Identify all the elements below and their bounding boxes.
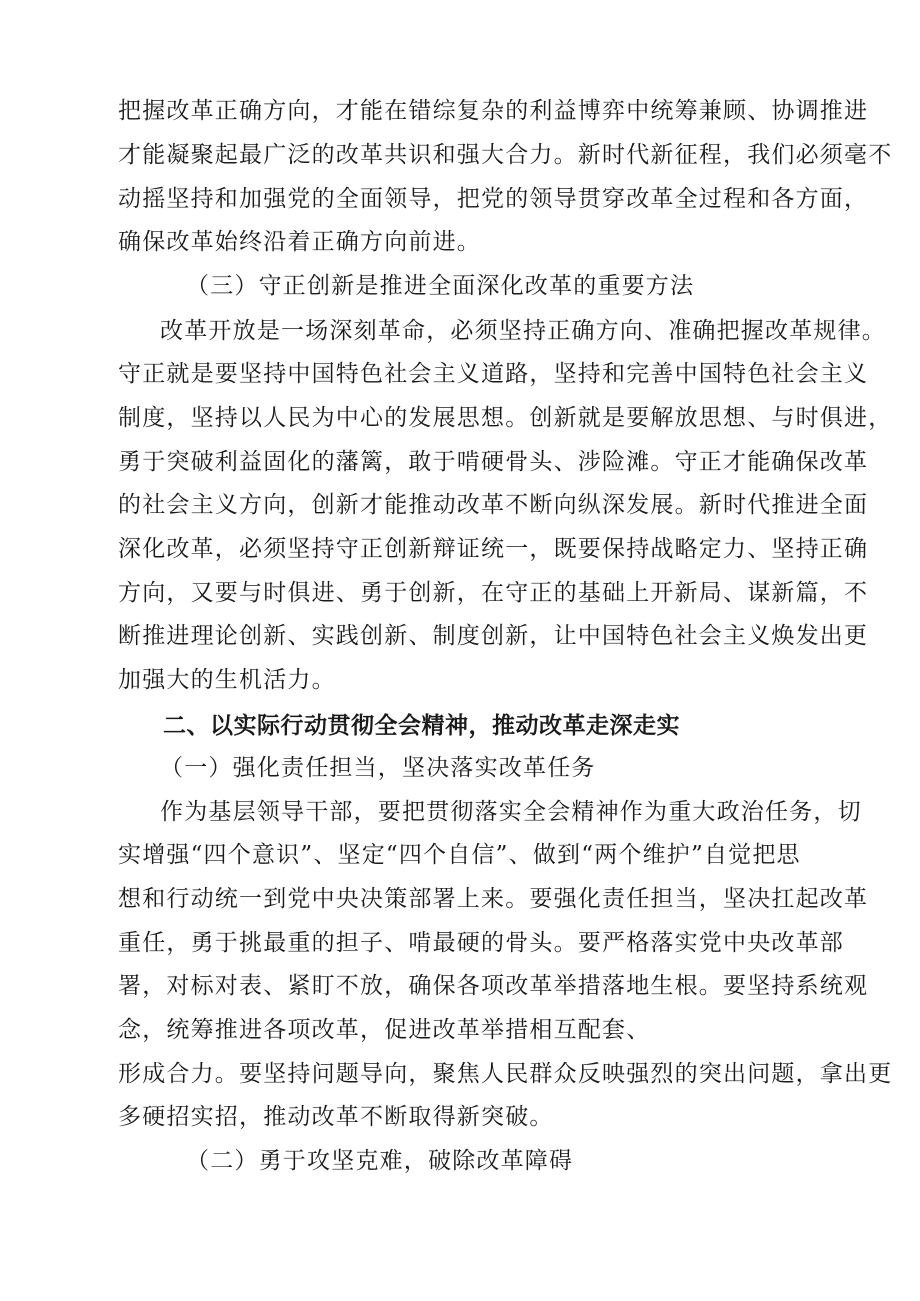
subsection-heading: （三）守正创新是推进全面深化改革的重要方法: [186, 273, 695, 299]
body-text-line: 守正就是要坚持中国特色社会主义道路，坚持和完善中国特色社会主义: [118, 361, 869, 387]
body-text-line: 形成合力。要坚持问题导向，聚焦人民群众反映强烈的突出问题，拿出更: [118, 1061, 893, 1087]
body-text-line: 动摇坚持和加强党的全面领导，把党的领导贯穿改革全过程和各方面，: [118, 186, 869, 212]
body-text-line: 深化改革，必须坚持守正创新辩证统一，既要保持战略定力、坚持正确: [118, 536, 869, 562]
body-text-line: 想和行动统一到党中央决策部署上来。要强化责任担当，坚决扛起改革: [118, 886, 869, 912]
subsection-heading: （二）勇于攻坚克难，破除改革障碍: [186, 1148, 574, 1174]
body-text-line: 作为基层领导干部，要把贯彻落实全会精神作为重大政治任务，切: [160, 799, 862, 825]
body-text-line: 确保改革始终沿着正确方向前进。: [118, 229, 481, 255]
body-text-line: 断推进理论创新、实践创新、制度创新，让中国特色社会主义焕发出更: [118, 623, 869, 649]
body-text-line: 才能凝聚起最广泛的改革共识和强大合力。新时代新征程，我们必须毫不: [118, 142, 893, 168]
body-text-line: 改革开放是一场深刻革命，必须坚持正确方向、准确把握改革规律。: [160, 318, 886, 344]
body-text-line: 多硬招实招，推动改革不断取得新突破。: [118, 1104, 554, 1130]
body-text-line: 念，统筹推进各项改革，促进改革举措相互配套、: [118, 1017, 651, 1043]
body-text-line: 署，对标对表、紧盯不放，确保各项改革举措落地生根。要坚持系统观: [118, 973, 869, 999]
body-text-line: 制度，坚持以人民为中心的发展思想。创新就是要解放思想、与时俱进，: [118, 405, 893, 431]
section-heading: 二、以实际行动贯彻全会精神，推动改革走深走实: [163, 713, 680, 739]
subsection-heading: （一）强化责任担当，坚决落实改革任务: [160, 755, 596, 781]
body-text-line: 重任，勇于挑最重的担子、啃最硬的骨头。要严格落实党中央改革部: [118, 930, 844, 956]
body-text-line: 加强大的生机活力。: [118, 667, 336, 693]
body-text-line: 实增强“四个意识”、坚定“四个自信”、做到“两个维护”自觉把思: [118, 842, 801, 868]
body-text-line: 的社会主义方向，创新才能推动改革不断向纵深发展。新时代推进全面: [118, 492, 869, 518]
body-text-line: 把握改革正确方向，才能在错综复杂的利益博弈中统筹兼顾、协调推进: [118, 98, 869, 124]
body-text-line: 勇于突破利益固化的藩篱，敢于啃硬骨头、涉险滩。守正才能确保改革: [118, 449, 869, 475]
body-text-line: 方向，又要与时俱进、勇于创新，在守正的基础上开新局、谋新篇，不: [118, 580, 869, 606]
